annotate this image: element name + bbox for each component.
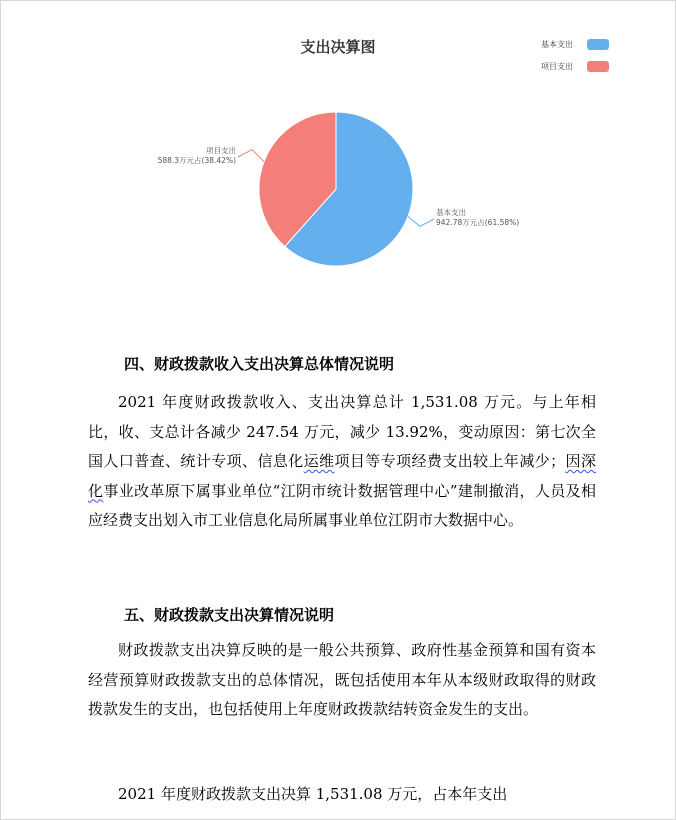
section-four-paragraph	[88, 388, 596, 536]
pie-label-basic-name: 基本支出	[436, 208, 466, 217]
text-run-c: 项目等专项经费支出较上年减少；	[334, 452, 566, 470]
leader-line-project	[238, 150, 264, 162]
legend-label-basic: 基本支出	[541, 39, 573, 49]
pie-chart	[0, 0, 676, 330]
text-run-a: 2021 年度财政拨款收入、支出决算总计 1,531.08 万元。与上年相比，收、支总计各减少 247.54 万元，减少 13.92%，变动原因：第七次全国人口普查、统计专项、信息化	[88, 393, 596, 470]
chart-title: 支出决算图	[300, 38, 376, 56]
section-five-body	[88, 636, 596, 725]
section-five-heading: 五、财政拨款支出决算情况说明	[124, 606, 335, 624]
pie-label-basic-value: 942.78万元占(61.58%)	[436, 218, 520, 227]
pie-label-project-value: 588.3万元占(38.42%)	[157, 156, 236, 165]
pie-label-project-name: 项目支出	[206, 146, 236, 155]
section-four-body	[88, 388, 596, 536]
section-four-heading: 四、财政拨款收入支出决算总体情况说明	[124, 355, 395, 373]
section-five-paragraph-1: 财政拨款支出决算反映的是一般公共预算、政府性基金预算和国有资本经营预算财政拨款支出的总体情况，既包括使用本年从本级财政取得的财政拨款发生的支出，也包括使用上年度财政拨款结转资金发生的支出。	[88, 641, 596, 718]
pie-svg	[0, 0, 676, 330]
section-five-paragraph-2: 2021 年度财政拨款支出决算 1,531.08 万元，占本年支出	[118, 785, 508, 803]
spellcheck-word-2[interactable]: 因深化	[88, 452, 596, 500]
text-run-e: 事业改革原下属事业单位“江阴市统计数据管理中心”建制撤消，人员及相应经费支出划入市工业信息化局所属事业单位江阴市大数据中心。	[88, 481, 596, 529]
spellcheck-word-1[interactable]: 运维	[303, 452, 335, 470]
leader-line-basic	[408, 216, 434, 226]
legend-label-project: 项目支出	[541, 61, 573, 71]
section-five-body-2	[88, 780, 596, 810]
